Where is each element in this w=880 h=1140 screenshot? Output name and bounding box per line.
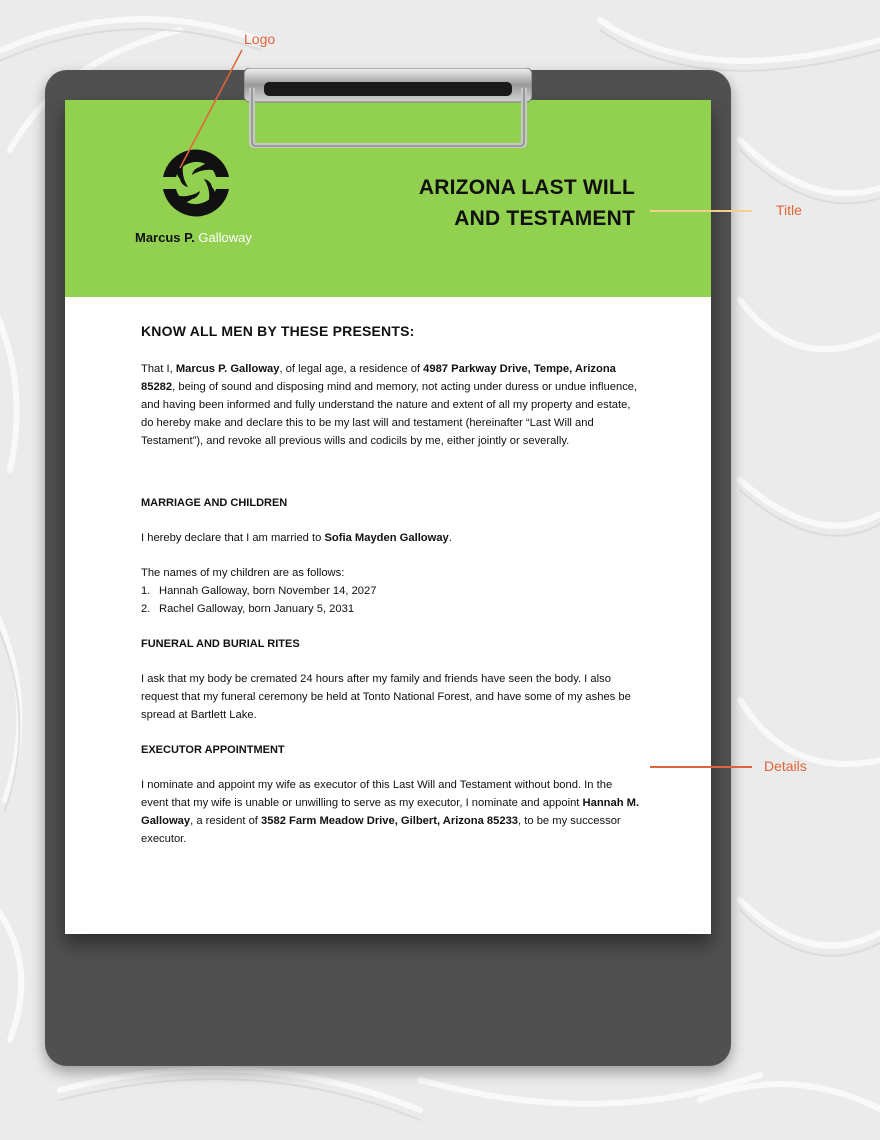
list-item: 2. Rachel Galloway, born January 5, 2031: [141, 603, 355, 615]
funeral-heading: FUNERAL AND BURIAL RITES: [141, 638, 300, 650]
executor-paragraph: I nominate and appoint my wife as executor of this Last Will and Testament without bond. In the event that my wife is unable or unwilling to serve as my executor, I nominate and appoint Hannah M. Galloway, a resident of 3582 Farm Meadow Drive, Gilbert, Arizona 85233, to be my successor executor.: [141, 779, 640, 845]
title-line-2: AND TESTAMENT: [454, 207, 635, 230]
intro-paragraph: That I, Marcus P. Galloway, of legal age, a residence of 4987 Parkway Drive, Tempe, Arizona 85282, being of sound and disposing mind and memory, not acting under duress or undue influence, and having been informed and fully understand the nature and extent of all my property and estate, do hereby make and declare this to be my last will and testament (hereinafter “Last Will and Testament”), and revoke all previous wills and codicils by me, either jointly or severally.: [141, 363, 638, 447]
funeral-paragraph: I ask that my body be cremated 24 hours after my family and friends have seen the body. I also request that my funeral ceremony be held at Tonto National Forest, and have some of my ashes be spread at Bartlett Lake.: [141, 673, 631, 721]
list-item: 1. Hannah Galloway, born November 14, 2027: [141, 585, 377, 597]
logo-name-first: Marcus P.: [135, 230, 195, 245]
intro-heading: KNOW ALL MEN BY THESE PRESENTS:: [141, 323, 415, 339]
annotation-details: Details: [764, 758, 807, 774]
marriage-paragraph: I hereby declare that I am married to Sofia Mayden Galloway.: [141, 532, 452, 544]
logo-name-last: Galloway: [198, 230, 252, 245]
children-intro: The names of my children are as follows:: [141, 567, 345, 579]
marriage-heading: MARRIAGE AND CHILDREN: [141, 497, 288, 509]
annotation-logo: Logo: [244, 31, 276, 47]
executor-heading: EXECUTOR APPOINTMENT: [141, 744, 285, 756]
annotation-title: Title: [776, 202, 802, 218]
title-line-1: ARIZONA LAST WILL: [418, 176, 635, 199]
